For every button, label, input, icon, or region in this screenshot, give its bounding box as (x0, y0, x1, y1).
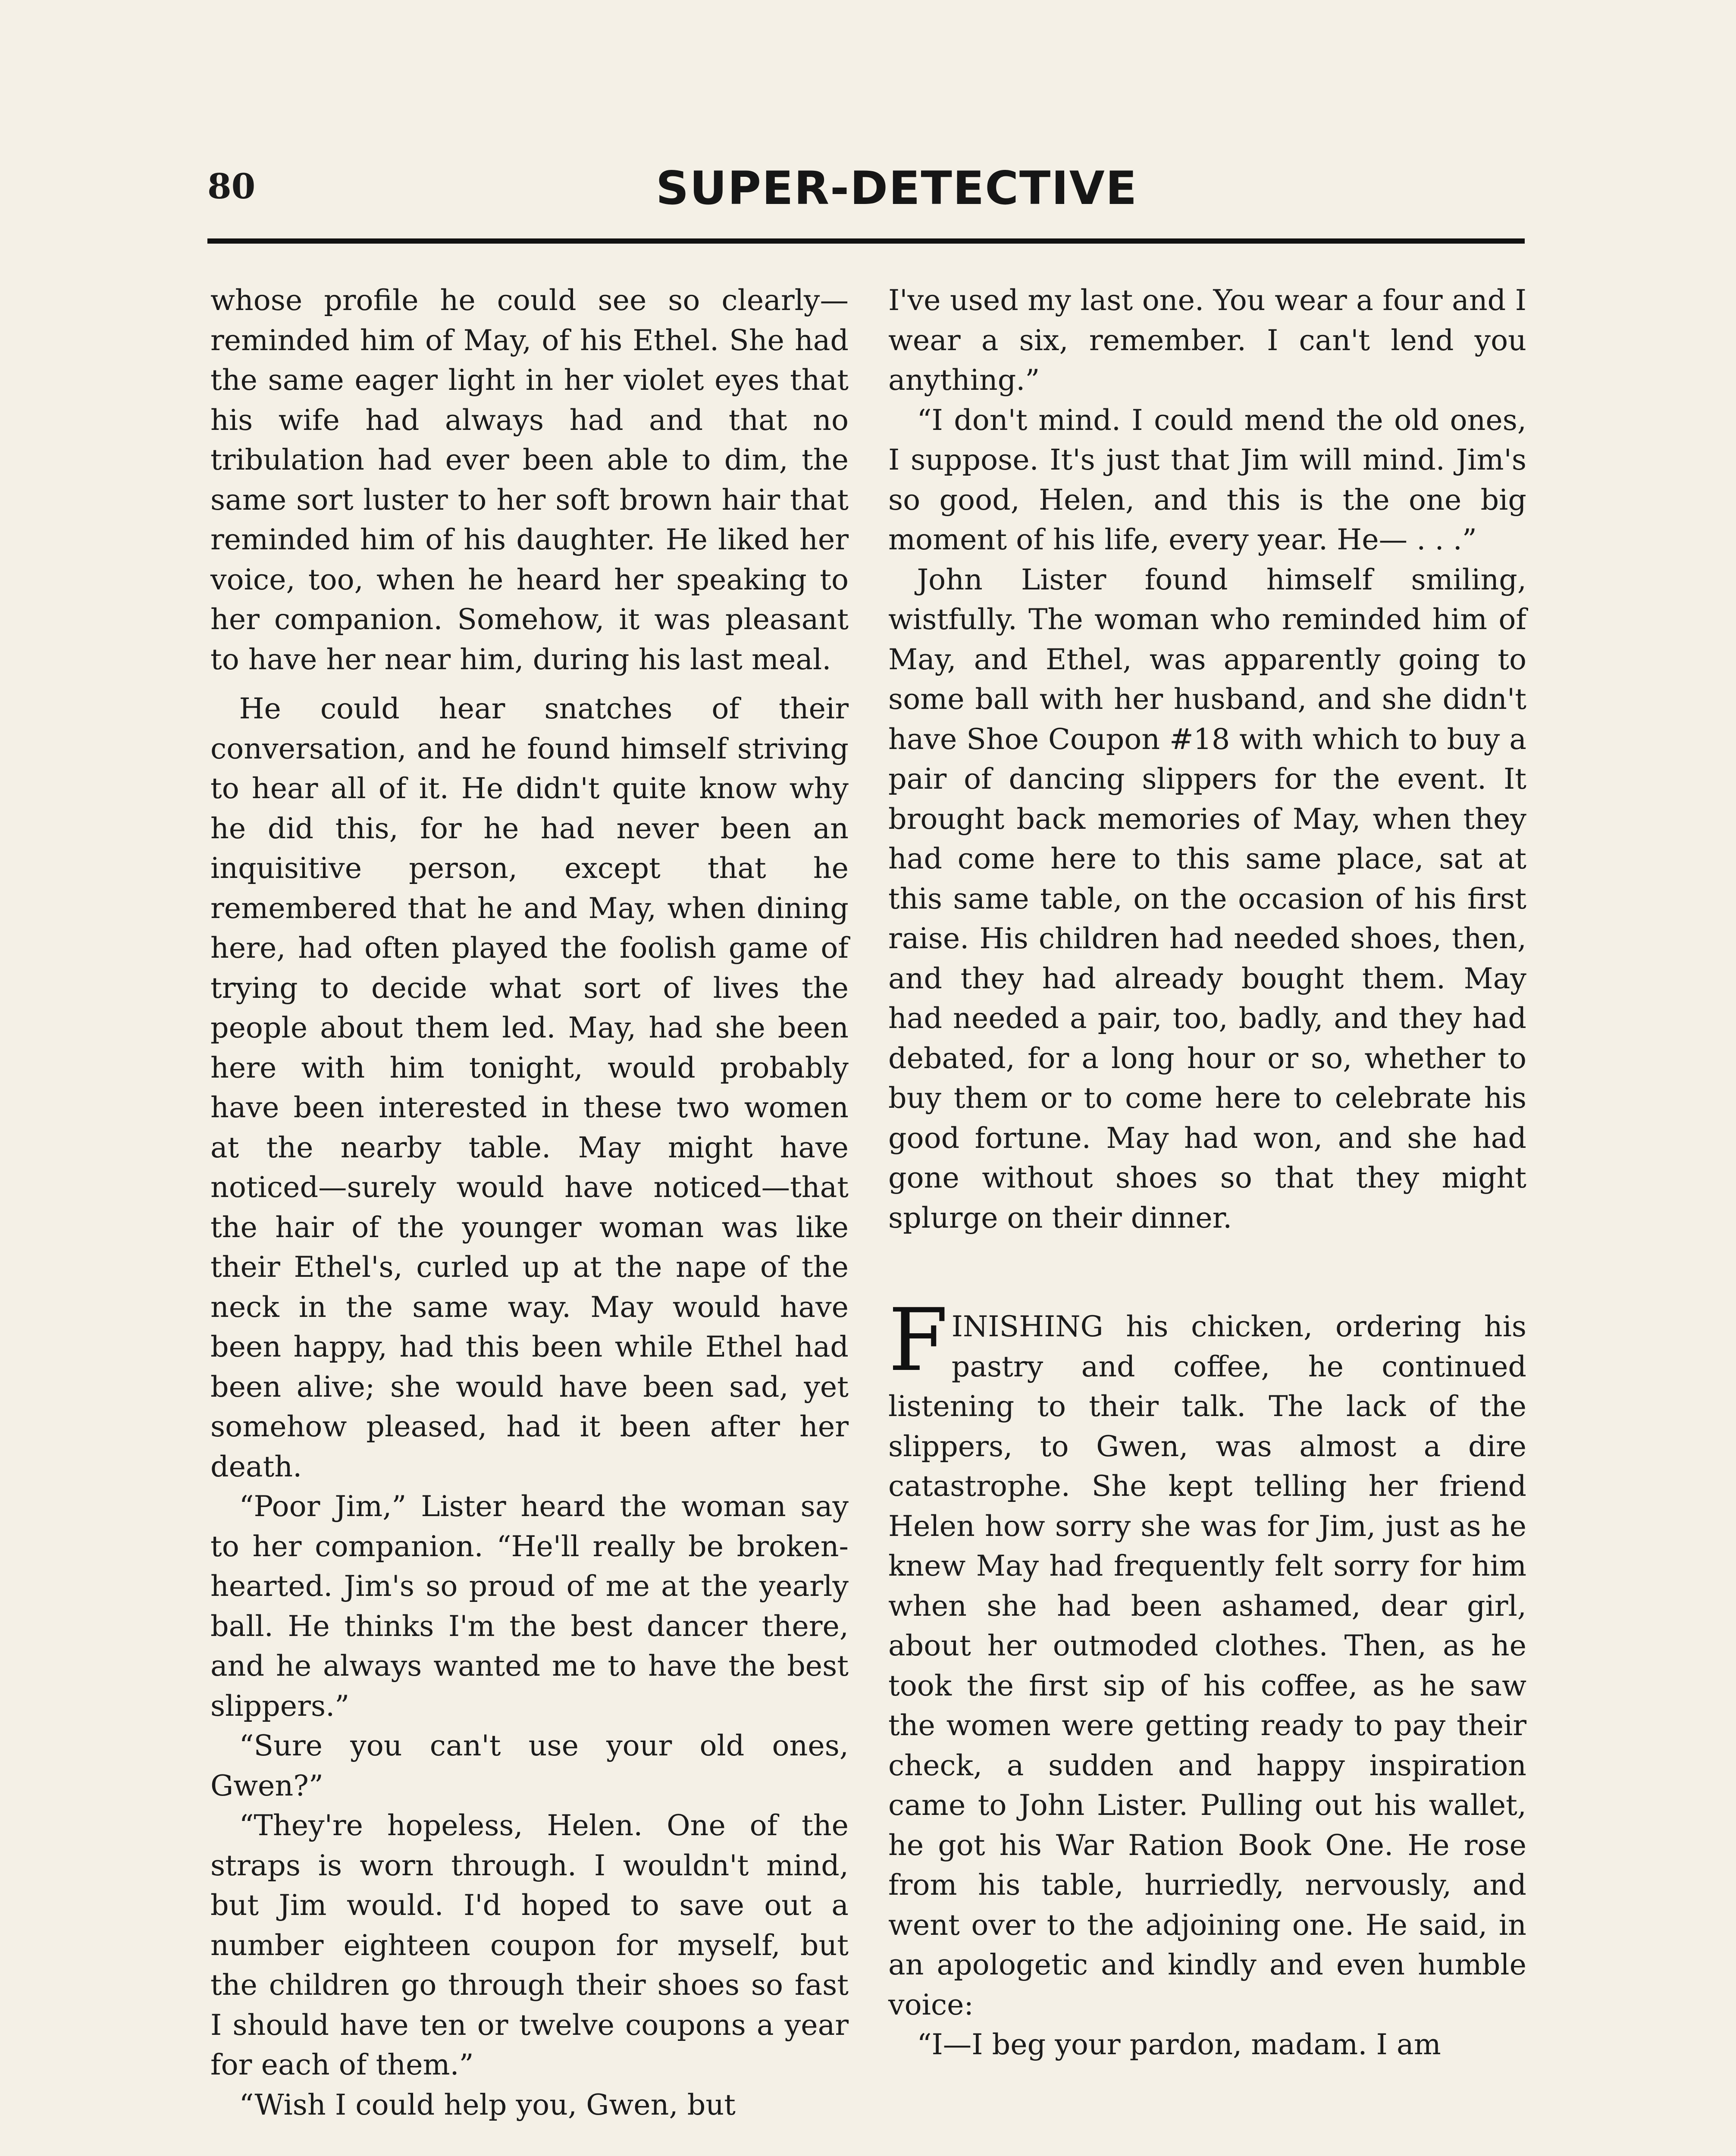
paragraph: John Lister found himself smiling, wistfully. The woman who reminded him of May, and Ethel, was apparently going to some ball with her husband, and she didn't have Shoe Coupon #18 with which to buy a pair of dancing slippers for the event. It brought back memories of May, when they had come here to this same place, sat at this same table, on the occasion of his first raise. His children had needed shoes, then, and they had already bought them. May had needed a pair, too, badly, and they had debated, for a long hour or so, whether to buy them or to come here to celebrate his good fortune. May had won, and she had gone without shoes so that they might splurge on their dinner. (888, 562, 1526, 1235)
page-header (207, 162, 1525, 226)
paragraph: “I don't mind. I could mend the old ones, I suppose. It's just that Jim will mind. Jim's so good, Helen, and this is the one big moment of his life, every year. He— . . .” (888, 403, 1526, 556)
right-column (888, 280, 1526, 2065)
paragraph: I've used my last one. You wear a four and I wear a six, remember. I can't lend you anything.” (888, 283, 1526, 397)
left-column (210, 280, 849, 2125)
magazine-title: SUPER-DETECTIVE (656, 162, 1138, 215)
paragraph: “Wish I could help you, Gwen, but (239, 2087, 736, 2122)
drop-cap: F (888, 1290, 948, 1391)
section-paragraph-text: INISHING his chicken, ordering his pastry and coffee, he continued listening to their talk. The lack of the slippers, to Gwen, was almost a dire catastrophe. She kept telling her friend Helen how sorry she was for Jim, just as he knew May had frequently felt sorry for him when she had been ashamed, dear girl, about her outmoded clothes. Then, as he took the first sip of his coffee, as he saw the women were getting ready to pay their check, a sudden and happy inspiration came to John Lister. Pulling out his wallet, he got his War Ration Book One. He rose from his table, hurriedly, nervously, and went over to the adjoining one. He said, in an apologetic and kindly and even humble voice: (888, 1310, 1526, 2021)
paragraph: “Sure you can't use your old ones, Gwen?” (210, 1729, 849, 1802)
paragraph: whose profile he could see so clearly—reminded him of May, of his Ethel. She had the same eager light in her violet eyes that his wife had always had and that no tribulation had ever been able to dim, the same sort luster to her soft brown hair that reminded him of his daughter. He liked her voice, too, when he heard her speaking to her companion. Somehow, it was pleasant to have her near him, during his last meal. (210, 283, 849, 676)
paragraph: “They're hopeless, Helen. One of the straps is worn through. I wouldn't mind, but Jim would. I'd hoped to save out a number eighteen coupon for myself, but the children go through their shoes so fast I should have ten or twelve coupons a year for each of them.” (210, 1808, 849, 2081)
section-paragraph (888, 1290, 1526, 2024)
paragraph: “I—I beg your pardon, madam. I am (917, 2028, 1441, 2061)
header-rule (207, 238, 1525, 244)
paragraph: “Poor Jim,” Lister heard the woman say to her companion. “He'll really be broken-hearted. Jim's so proud of me at the yearly ball. He thinks I'm the best dancer there, and he always wanted me to have the best slippers.” (210, 1489, 849, 1723)
page-number: 80 (207, 166, 256, 207)
paragraph: He could hear snatches of their conversation, and he found himself striving to hear all of it. He didn't quite know why he did this, for he had never been an inquisitive person, except that he remembered that he and May, when dining here, had often played the foolish game of trying to decide what sort of lives the people about them led. May, had she been here with him tonight, would probably have been interested in these two women at the nearby table. May might have noticed—surely would have noticed—that the hair of the younger woman was like their Ethel's, curled up at the nape of the neck in the same way. May would have been happy, had this been while Ethel had been alive; she would have been sad, yet somehow pleased, had it been after her death. (210, 692, 849, 1483)
